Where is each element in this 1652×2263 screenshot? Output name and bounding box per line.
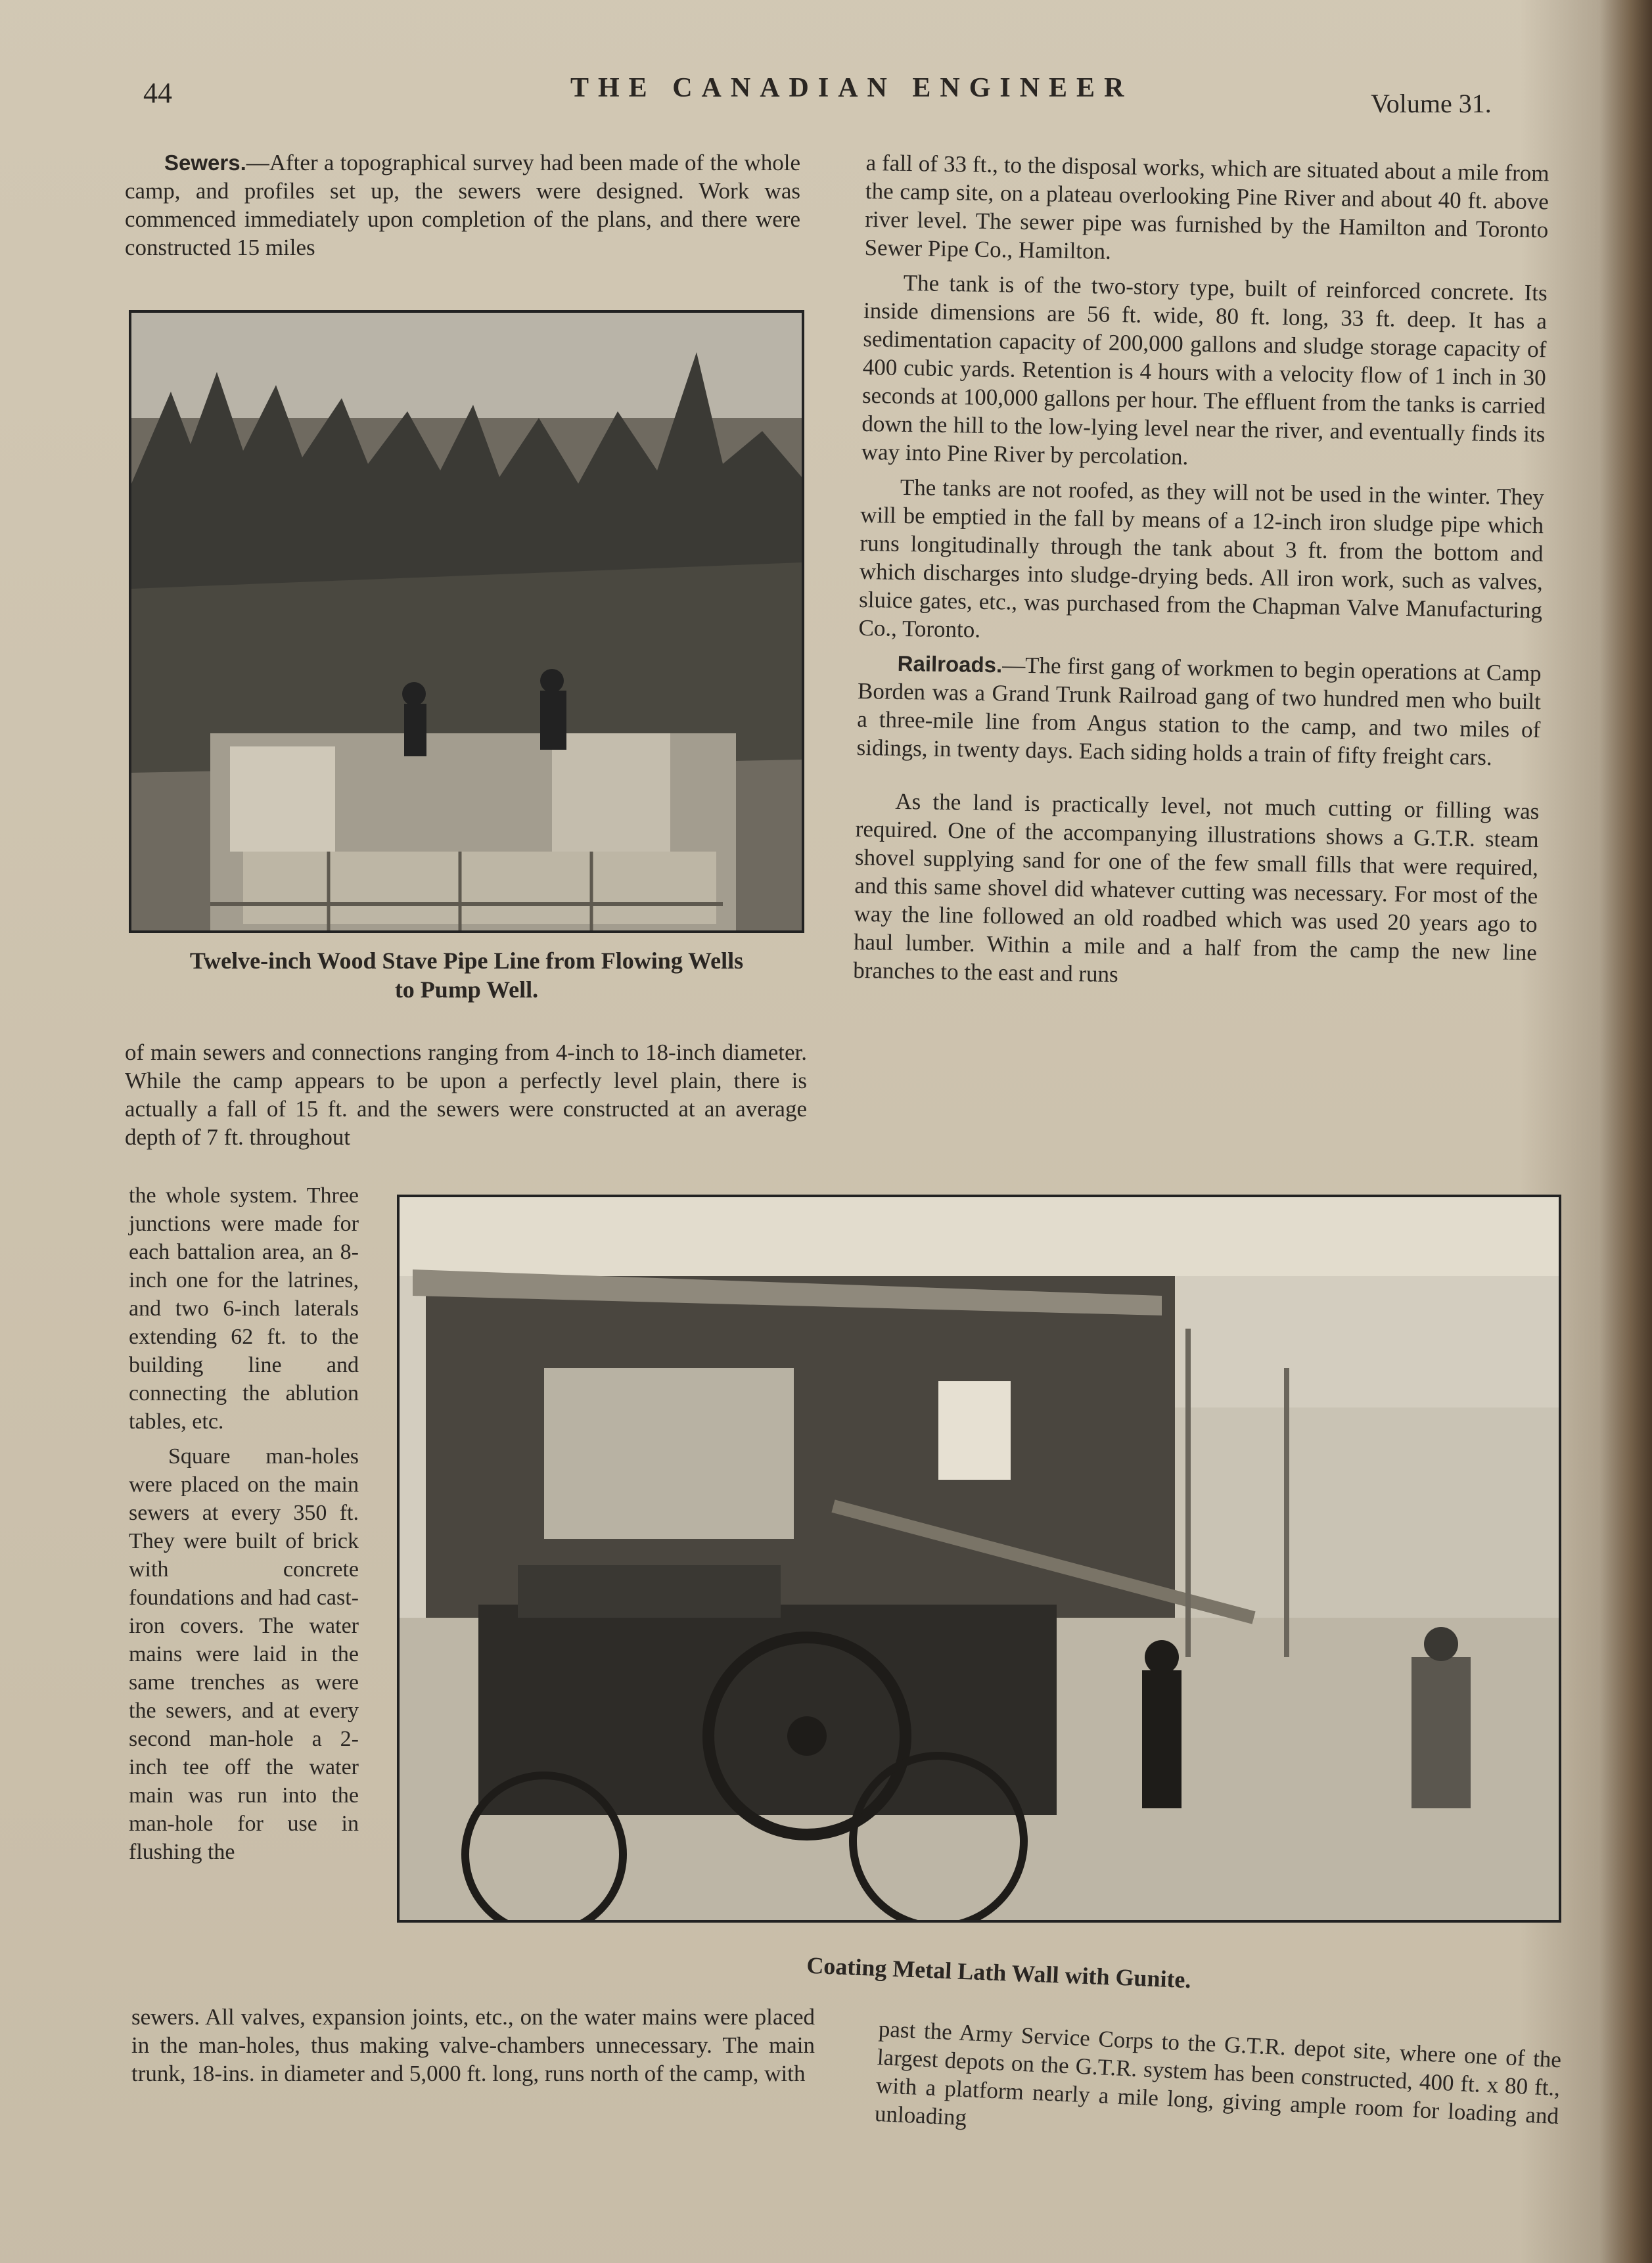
railroads-text: —The first gang of workmen to begin operations at Camp Borden was a Grand Trunk Railroad gang of two hundred men who built a three-mile line from Angus station to the camp, and two miles of sidings, in twenty days. Each siding holds a train of fifty freight cars. xyxy=(856,652,1542,771)
page-binding-shadow xyxy=(1599,0,1652,2263)
gunite-coating-photo xyxy=(397,1195,1561,1923)
tank-paragraph: The tank is of the two-story type, built of reinforced concrete. Its inside dimensions are 56 ft. wide, 80 ft. long, 33 ft. deep. It has a sedimentation capacity of 200,000 gallons and sludge storage capacity of 400 cubic yards. Retention is 4 hours with a velocity flow of 1 inch in 30 seconds at 100,000 gallons per hour. The effluent from the tanks is carried down the hill to the low-lying level near the river, and eventually finds its way into Pine River by percolation. xyxy=(861,269,1548,470)
land-level-paragraph: As the land is practically level, not much cutting or filling was required. One of the accompanying illustrations shows a G.T.R. steam shovel supplying sand for one of the few small fills that were required, and this same shovel did whatever cutting was necessary. For most of the way the line followed an old roadbed which was used 20 years ago to haul lumber. Within a mile and a half from the camp the new line branches to the east and runs xyxy=(853,788,1540,988)
tanks-winter-paragraph: The tanks are not roofed, as they will not be used in the winter. They will be emptied in the fall by means of a 12-inch iron sludge pipe which runs longitudinally through the tank about 3 ft. from the bottom and which discharges into sludge-drying beds. All iron work, such as valves, sluice gates, etc., was purchased from the Chapman Valve Manufacturing Co., Toronto. xyxy=(858,474,1545,643)
right-bottom-paragraph xyxy=(874,2015,1562,2159)
figure-1-caption-line2: to Pump Well. xyxy=(394,976,539,1003)
photo-illustration xyxy=(131,313,802,930)
volume-label: Volume 31. xyxy=(1371,89,1492,118)
narrow-text-junctions: the whole system. Three junctions were made for each battalion area, an 8-inch one for the latrines, and two 6-inch laterals extending 62 ft. to the building line and connecting the ablution tables, etc. xyxy=(129,1183,359,1434)
disposal-works-paragraph: a fall of 33 ft., to the disposal works, which are situated about a mile from the camp site, on a plateau overlooking Pine River and about 40 ft. above river level. The sewer pipe was furnished by the Hamilton and Toronto Sewer Pipe Co., Hamilton. xyxy=(864,149,1549,264)
right-column xyxy=(853,149,1549,995)
left-bottom-text: sewers. All valves, expansion joints, etc., on the water mains were placed in the man-holes, thus making valve-chambers unnecessary. The main trunk, 18-ins. in diameter and 5,000 ft. long, runs north of the camp, with xyxy=(131,2004,815,2086)
narrow-column xyxy=(129,1181,359,1866)
journal-title: THE CANADIAN ENGINEER xyxy=(570,73,1134,103)
figure-1-caption xyxy=(125,946,808,1004)
sewers-continued-paragraph xyxy=(125,1038,807,1151)
sewers-intro-paragraph xyxy=(125,149,800,262)
right-bottom-text: past the Army Service Corps to the G.T.R. depot site, where one of the largest depots on the G.T.R. system has been constructed, 400 ft. x 80 ft., with a platform nearly a mile long, giving ample room for loading and unloading xyxy=(874,2015,1562,2131)
left-bottom-paragraph xyxy=(131,2003,815,2088)
page-number: 44 xyxy=(143,77,172,109)
photo-illustration-2 xyxy=(400,1197,1559,1920)
sewers-continued-text: of main sewers and connections ranging from 4-inch to 18-inch diameter. While the camp appears to be upon a perfectly level plain, there is actually a fall of 15 ft. and the sewers were constructed at an average depth of 7 ft. throughout xyxy=(125,1040,807,1150)
figure-1-caption-line1: Twelve-inch Wood Stave Pipe Line from Flowing Wells xyxy=(189,948,744,974)
railroads-heading: Railroads. xyxy=(897,651,1003,677)
wood-stave-pipe-photo xyxy=(129,310,804,933)
sewers-intro-text: —After a topographical survey had been made of the whole camp, and profiles set up, the sewers were designed. Work was commenced immediately upon completion of the plans, and there were constructed 15 miles xyxy=(125,150,800,260)
narrow-text-manholes: Square man-holes were placed on the main sewers at every 350 ft. They were built of brick with concrete foundations and had cast-iron covers. The water mains were laid in the same trenches as were the sewers, and at every second man-hole a 2-inch tee off the water main was run into the man-hole for use in flushing the xyxy=(129,1444,359,1864)
railroads-paragraph xyxy=(856,649,1542,772)
figure-2-caption: Coating Metal Lath Wall with Gunite. xyxy=(806,1952,1192,1994)
sewers-heading: Sewers. xyxy=(164,150,246,175)
